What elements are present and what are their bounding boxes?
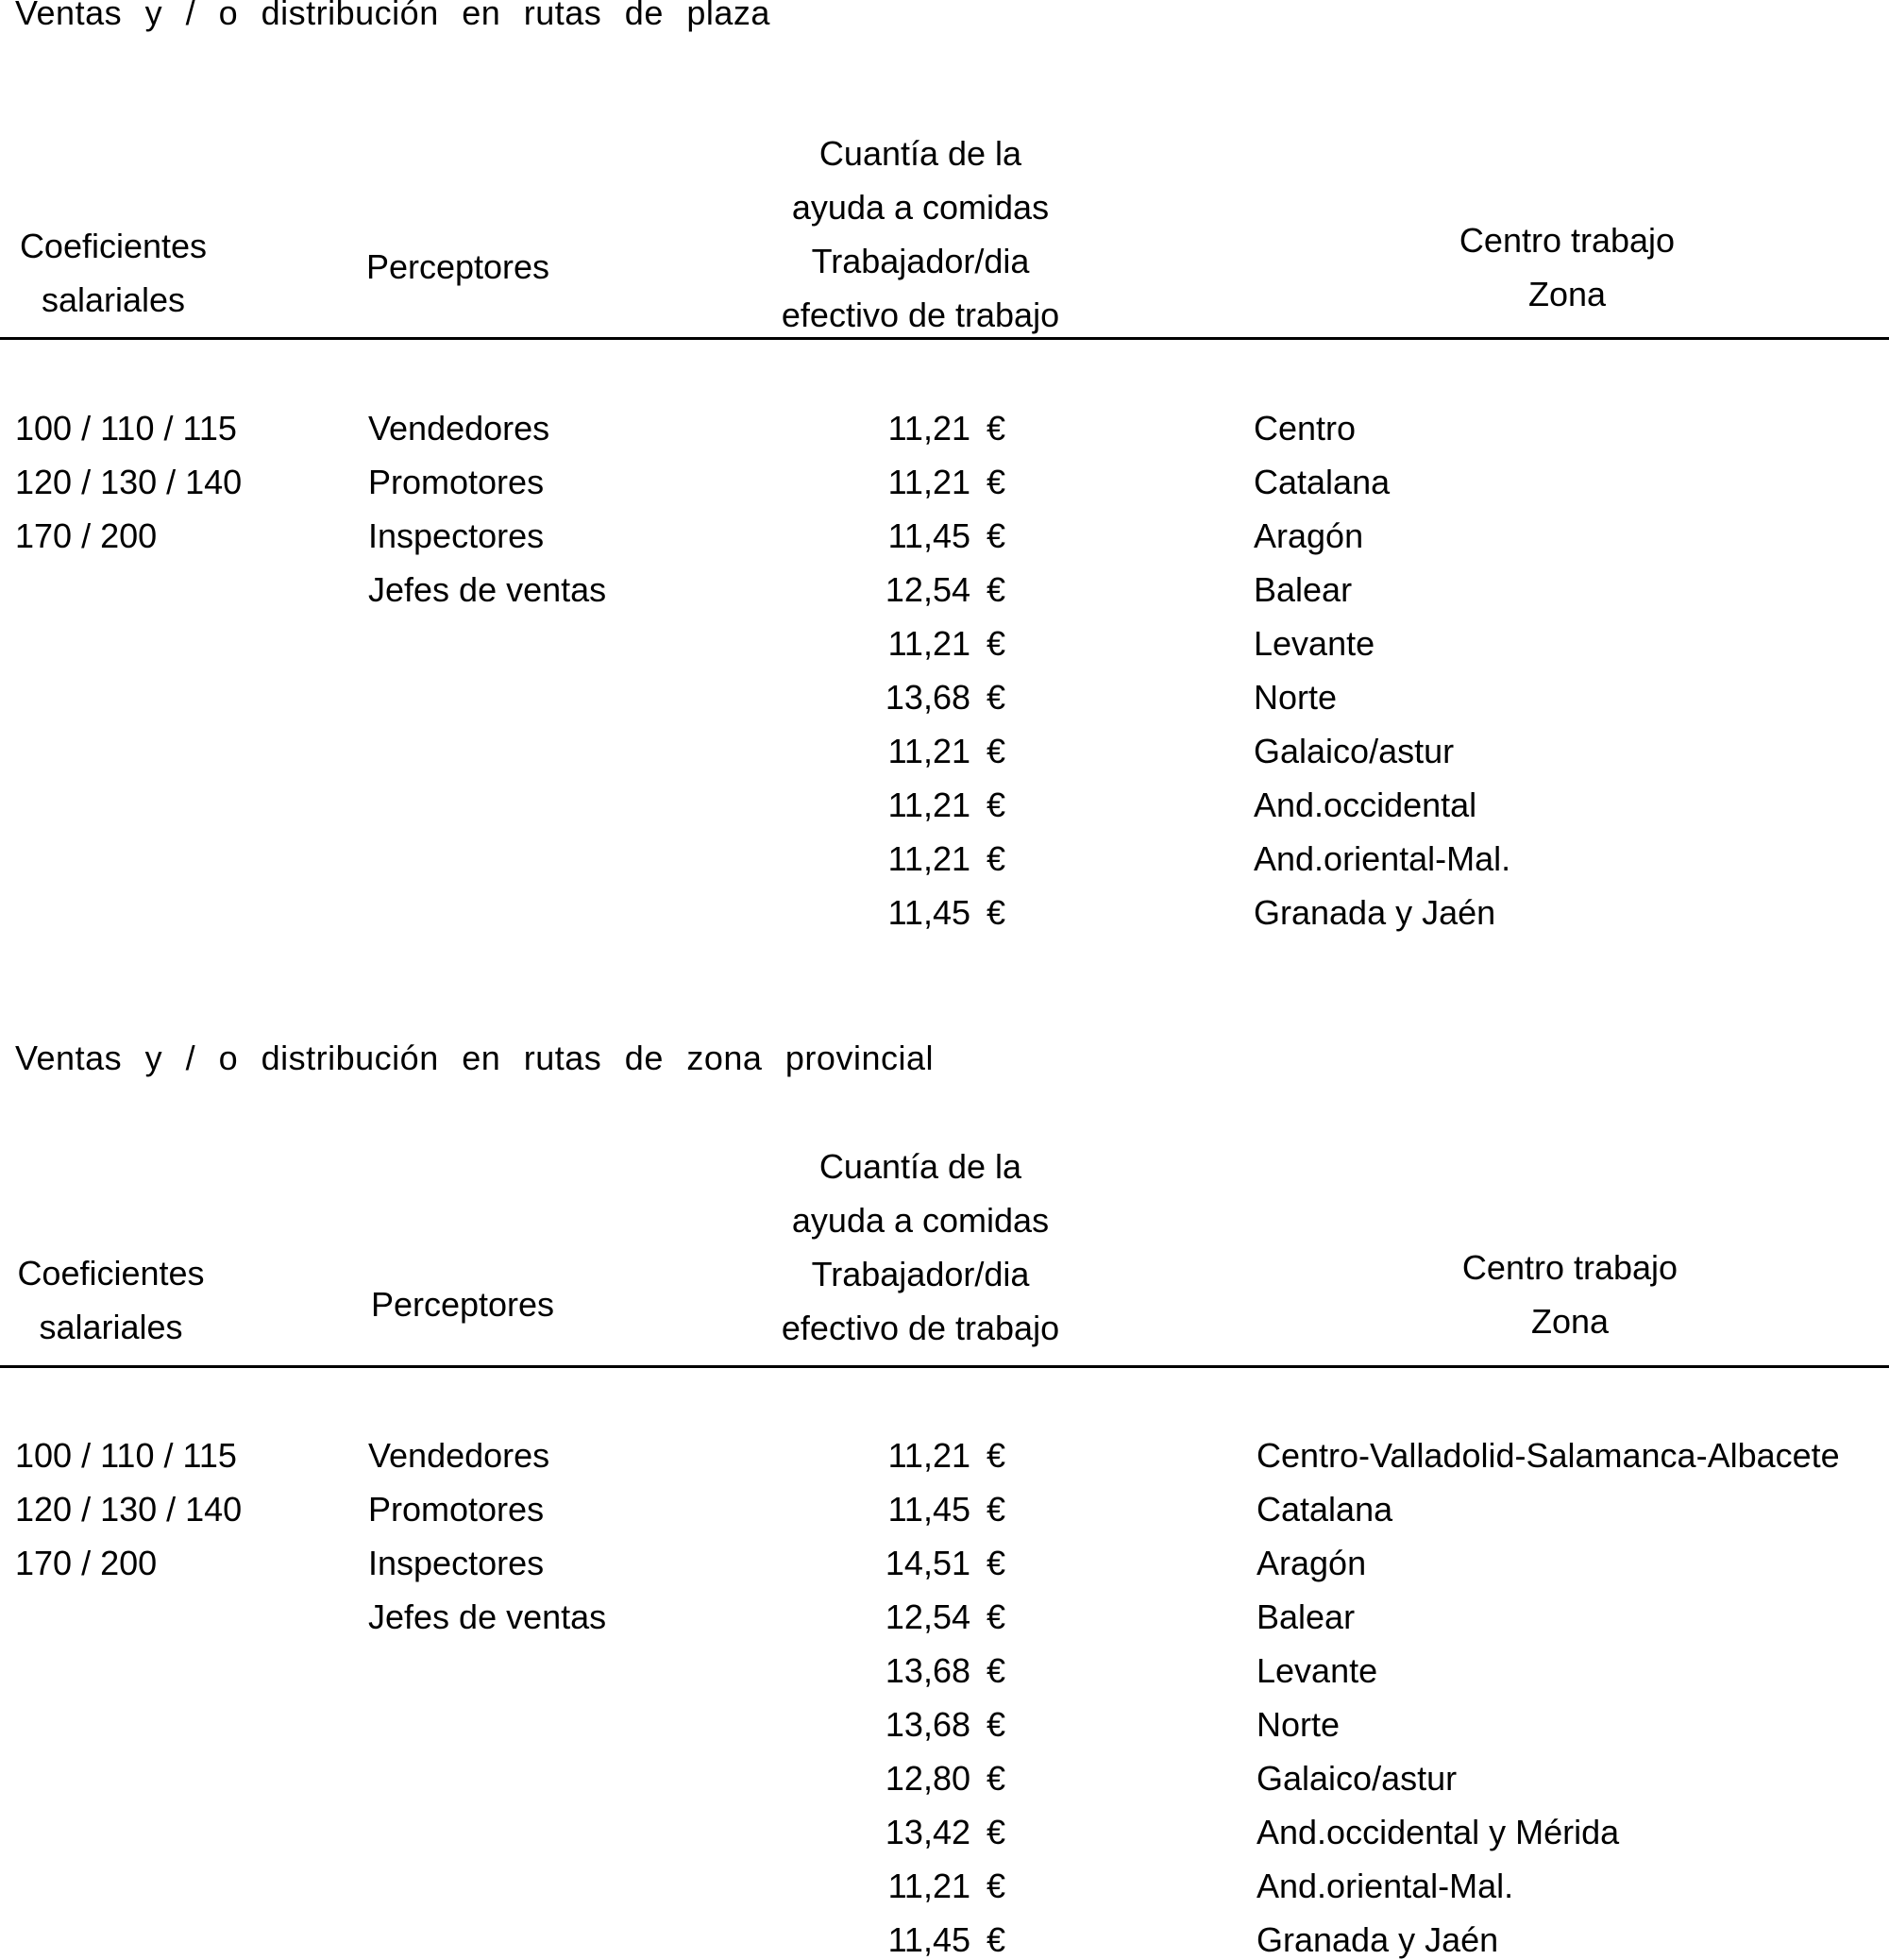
header-coeficientes-line: salariales: [41, 280, 186, 319]
currency-cell: €: [987, 1705, 1006, 1744]
currency-cell: €: [987, 893, 1006, 932]
zona-cell: Norte: [1257, 1705, 1341, 1744]
currency-cell: €: [987, 1759, 1006, 1798]
section-title-plaza: Ventas y / o distribución en rutas de plaza: [15, 0, 770, 32]
currency-cell: €: [987, 1597, 1006, 1636]
header-coeficientes-line: Coeficientes: [17, 1254, 205, 1293]
perceptor-cell: Vendedores: [368, 1436, 550, 1475]
header-coeficientes: [0, 1246, 222, 1354]
zona-cell: Galaico/astur: [1257, 1759, 1458, 1798]
amount-cell: 11,21: [887, 463, 970, 501]
currency-cell: €: [987, 409, 1006, 448]
header-coeficientes-line: Coeficientes: [19, 227, 208, 265]
amount-cell: 13,68: [885, 1705, 970, 1744]
currency-cell: €: [987, 624, 1006, 663]
coeficiente-cell: 100 / 110 / 115: [15, 1436, 237, 1475]
header-cuantia-line: Cuantía de la: [818, 134, 1022, 173]
header-centro-line: Centro trabajo: [1461, 1248, 1678, 1287]
header-zona-line: Zona: [1530, 1302, 1610, 1341]
header-coeficientes-line: salariales: [39, 1308, 183, 1346]
header-perceptores-line: Perceptores: [370, 1285, 555, 1324]
zona-cell: And.oriental-Mal.: [1254, 839, 1511, 878]
header-cuantia-line: efectivo de trabajo: [781, 296, 1060, 334]
header-cuantia-line: efectivo de trabajo: [781, 1309, 1060, 1347]
header-perceptores: [354, 1277, 571, 1331]
zona-cell: Centro: [1254, 409, 1357, 448]
header-cuantia: [755, 127, 1086, 342]
header-centro-zona: [1425, 213, 1709, 321]
coeficiente-cell: 100 / 110 / 115: [15, 409, 237, 448]
header-cuantia-line: Trabajador/dia: [811, 242, 1030, 280]
amount-cell: 12,54: [885, 1597, 970, 1636]
zona-cell: Centro-Valladolid-Salamanca-Albacete: [1257, 1436, 1840, 1475]
amount-cell: 13,42: [885, 1813, 970, 1851]
amount-cell: 11,21: [887, 786, 970, 824]
header-perceptores: [349, 240, 566, 294]
zona-cell: Catalana: [1257, 1490, 1393, 1529]
zona-cell: Levante: [1254, 624, 1375, 663]
amount-cell: 11,45: [887, 893, 970, 932]
amount-cell: 13,68: [885, 1651, 970, 1690]
header-cuantia-line: Trabajador/dia: [811, 1255, 1030, 1293]
amount-cell: 11,21: [887, 624, 970, 663]
header-cuantia-line: Cuantía de la: [818, 1147, 1022, 1186]
currency-cell: €: [987, 516, 1006, 555]
header-cuantia: [755, 1140, 1086, 1355]
perceptor-cell: Jefes de ventas: [368, 570, 607, 609]
zona-cell: And.occidental: [1254, 786, 1477, 824]
zona-cell: Balear: [1254, 570, 1353, 609]
amount-cell: 13,68: [885, 678, 970, 717]
currency-cell: €: [987, 678, 1006, 717]
amount-cell: 14,51: [885, 1544, 970, 1582]
zona-cell: Galaico/astur: [1254, 732, 1455, 770]
currency-cell: €: [987, 1436, 1006, 1475]
zona-cell: Norte: [1254, 678, 1338, 717]
coeficiente-cell: 170 / 200: [15, 1544, 158, 1582]
zona-cell: Levante: [1257, 1651, 1378, 1690]
header-centro-zona: [1428, 1241, 1712, 1348]
zona-cell: Balear: [1257, 1597, 1356, 1636]
coeficiente-cell: 120 / 130 / 140: [15, 1490, 243, 1529]
header-cuantia-line: ayuda a comidas: [791, 188, 1050, 227]
perceptor-cell: Promotores: [368, 1490, 545, 1529]
header-rule: [0, 337, 1889, 340]
perceptor-cell: Inspectores: [368, 1544, 545, 1582]
header-cuantia-line: ayuda a comidas: [791, 1201, 1050, 1240]
zona-cell: Aragón: [1254, 516, 1364, 555]
currency-cell: €: [987, 786, 1006, 824]
zona-cell: Granada y Jaén: [1257, 1920, 1499, 1959]
currency-cell: €: [987, 1867, 1006, 1905]
coeficiente-cell: 170 / 200: [15, 516, 158, 555]
amount-cell: 11,45: [887, 516, 970, 555]
header-coeficientes: [0, 219, 227, 327]
amount-cell: 11,21: [887, 1436, 970, 1475]
perceptor-cell: Vendedores: [368, 409, 550, 448]
amount-cell: 11,21: [887, 1867, 970, 1905]
zona-cell: And.oriental-Mal.: [1257, 1867, 1514, 1905]
header-perceptores-line: Perceptores: [365, 247, 550, 286]
currency-cell: €: [987, 1920, 1006, 1959]
amount-cell: 12,80: [885, 1759, 970, 1798]
currency-cell: €: [987, 570, 1006, 609]
header-zona-line: Zona: [1527, 275, 1607, 313]
amount-cell: 11,21: [887, 839, 970, 878]
zona-cell: Aragón: [1257, 1544, 1367, 1582]
header-rule: [0, 1365, 1889, 1368]
perceptor-cell: Jefes de ventas: [368, 1597, 607, 1636]
amount-cell: 11,45: [887, 1920, 970, 1959]
perceptor-cell: Inspectores: [368, 516, 545, 555]
currency-cell: €: [987, 463, 1006, 501]
amount-cell: 11,21: [887, 732, 970, 770]
currency-cell: €: [987, 839, 1006, 878]
section-title-zona-provincial: Ventas y / o distribución en rutas de zona provincial: [15, 1039, 934, 1077]
amount-cell: 12,54: [885, 570, 970, 609]
perceptor-cell: Promotores: [368, 463, 545, 501]
currency-cell: €: [987, 1651, 1006, 1690]
zona-cell: And.occidental y Mérida: [1257, 1813, 1620, 1851]
amount-cell: 11,45: [887, 1490, 970, 1529]
currency-cell: €: [987, 1813, 1006, 1851]
currency-cell: €: [987, 1490, 1006, 1529]
zona-cell: Catalana: [1254, 463, 1391, 501]
currency-cell: €: [987, 732, 1006, 770]
amount-cell: 11,21: [887, 409, 970, 448]
currency-cell: €: [987, 1544, 1006, 1582]
coeficiente-cell: 120 / 130 / 140: [15, 463, 243, 501]
header-centro-line: Centro trabajo: [1459, 221, 1676, 260]
zona-cell: Granada y Jaén: [1254, 893, 1496, 932]
